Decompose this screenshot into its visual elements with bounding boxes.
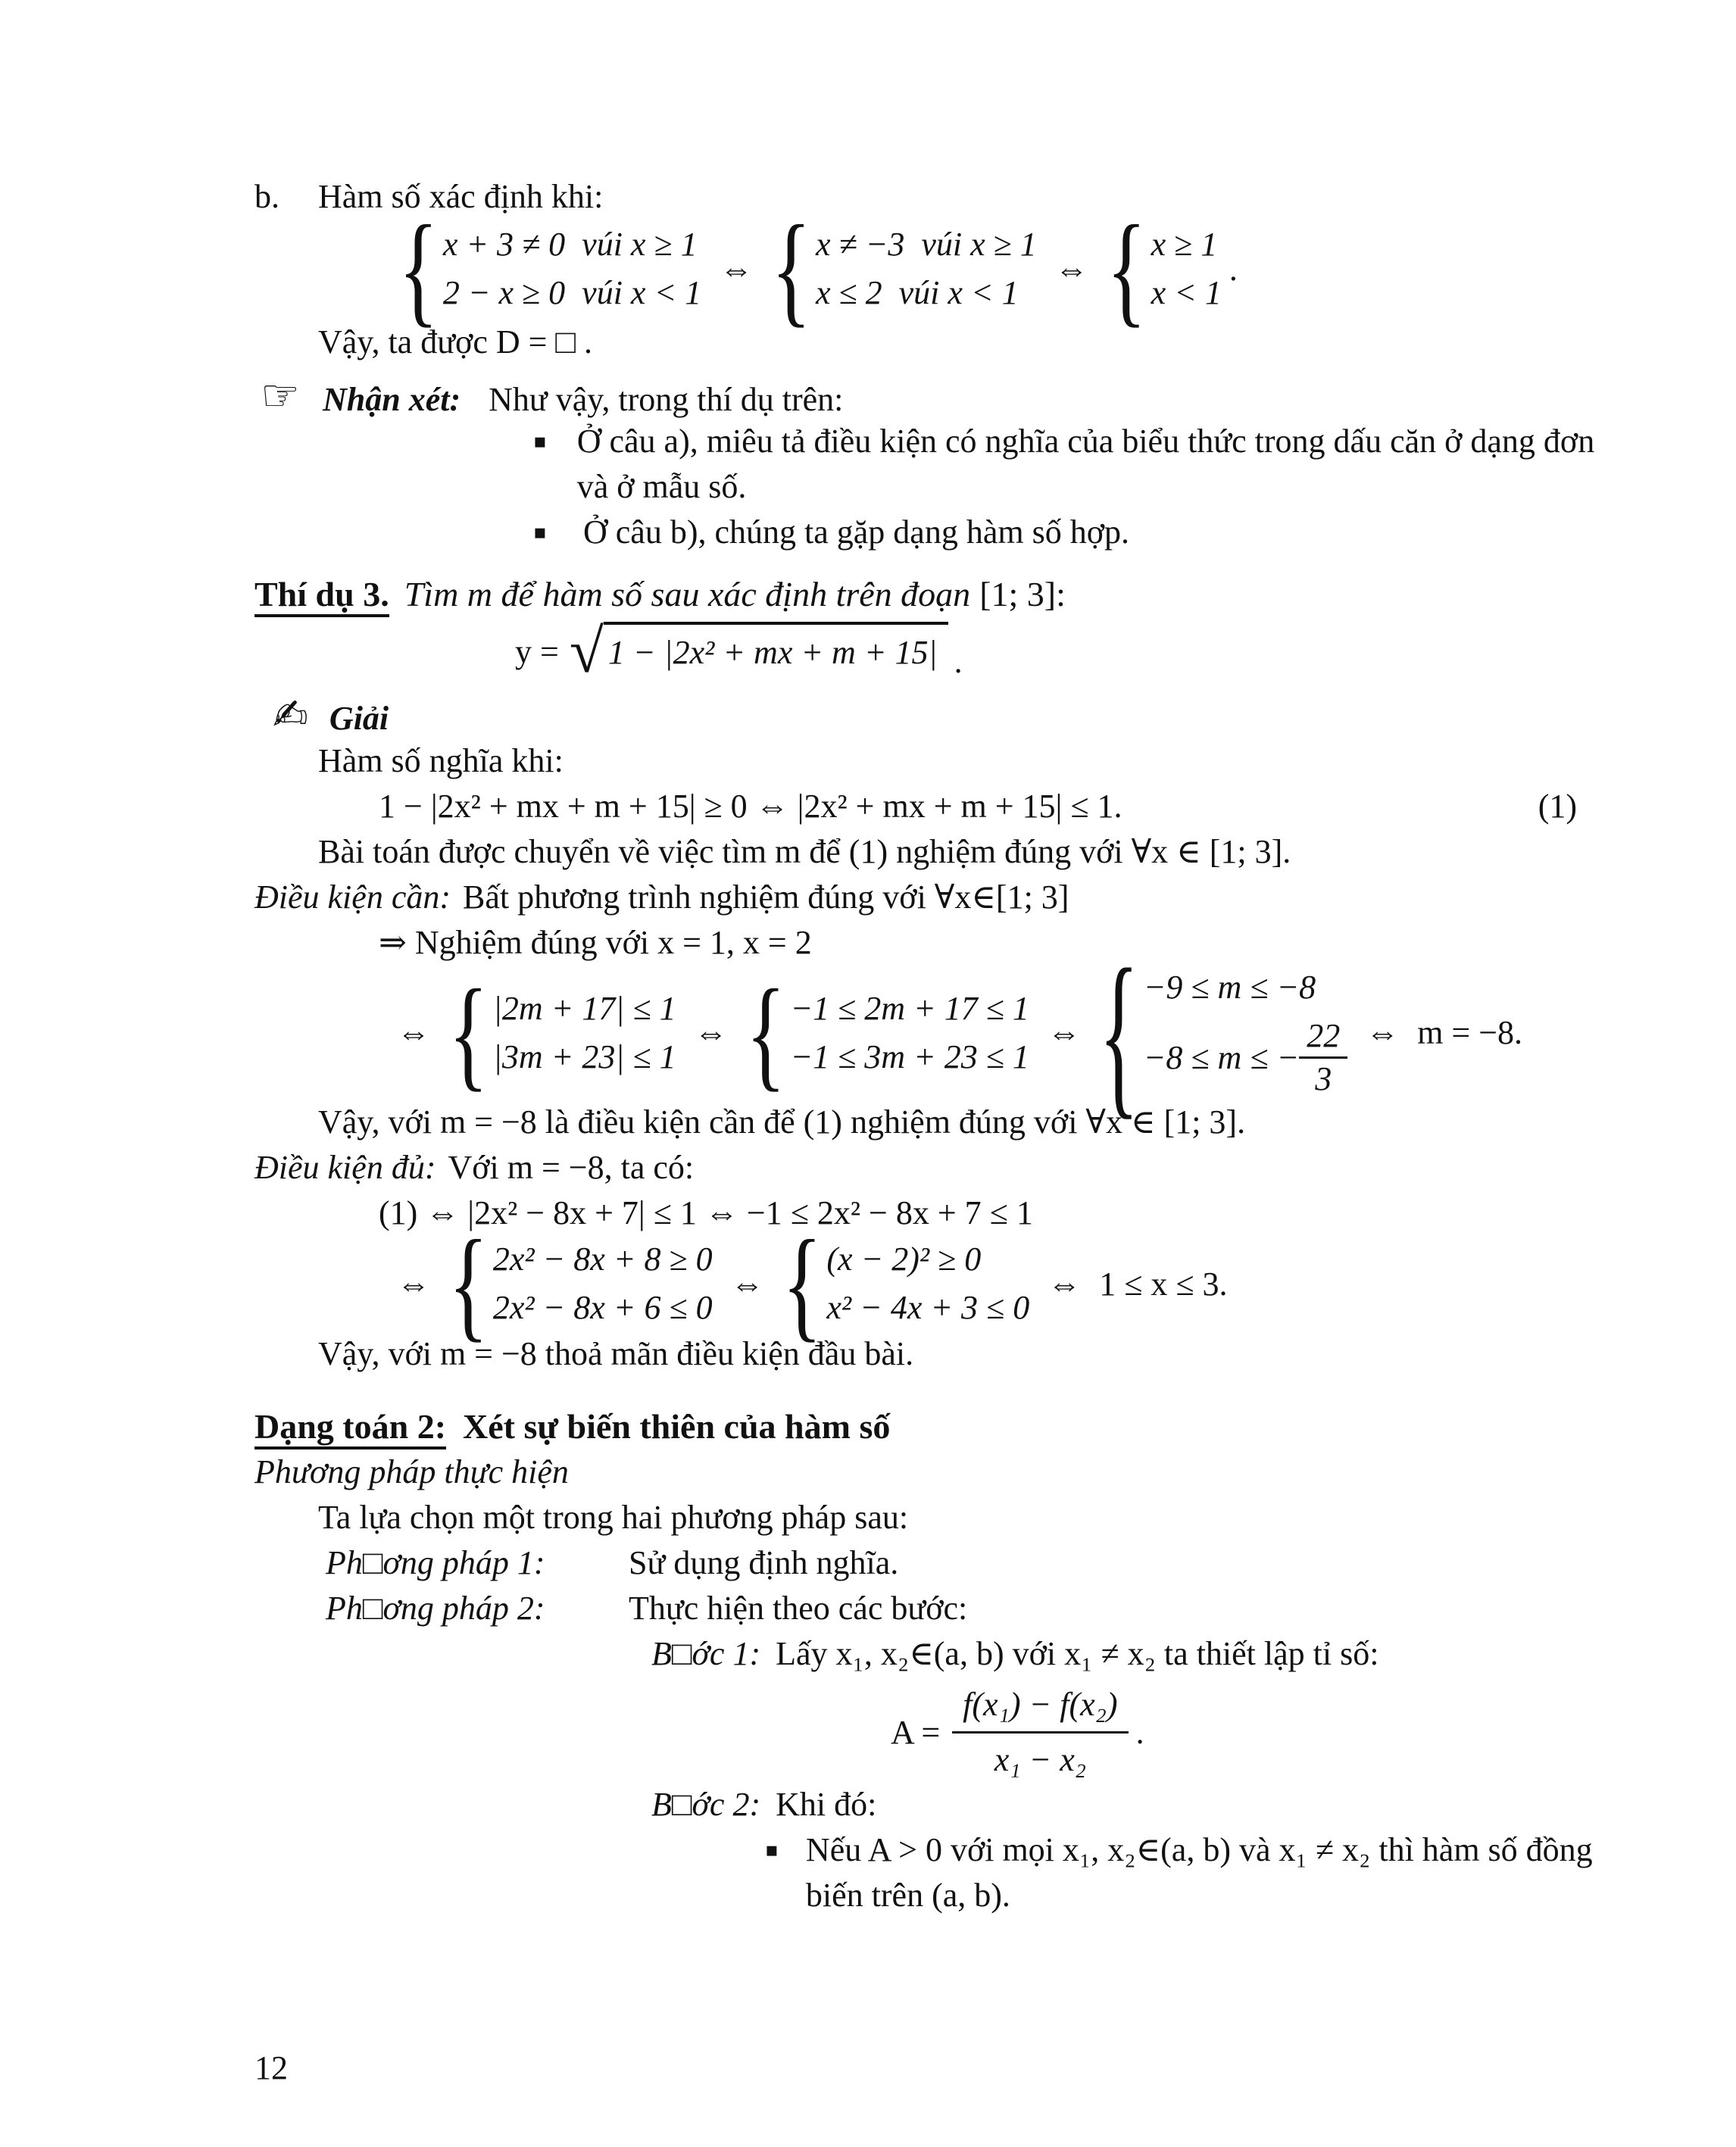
left-brace: {	[745, 963, 786, 1102]
nhan-xet-item-2-text: Ở câu b), chúng ta gặp dạng hàm số hợp.	[583, 513, 1129, 551]
phuong-phap-1-text: Sử dụng định nghĩa.	[629, 1544, 899, 1581]
left-brace: {	[1106, 199, 1147, 339]
dieu-kien-can-line	[254, 875, 1622, 920]
vay-du-line: Vậy, với m = −8 thoả mãn điều kiện đầu bài.	[318, 1335, 914, 1372]
nhan-xet-intro: Như vậy, trong thí dụ trên:	[489, 381, 844, 418]
iff-symbol: ⇔	[1047, 1014, 1081, 1051]
system-2-row-2: x ≤ 2 vúi x < 1	[815, 274, 1019, 311]
iff-symbol: ⇔	[730, 1265, 764, 1303]
system-b-row-1: −1 ≤ 2m + 17 ≤ 1	[790, 989, 1029, 1027]
dang-toan-2-heading	[254, 1404, 1622, 1450]
pointing-hand-icon: ☞	[261, 370, 300, 421]
system-2-row-1: x ≠ −3 vúi x ≥ 1	[815, 226, 1037, 263]
system-a-row-1: |2m + 17| ≤ 1	[492, 989, 676, 1027]
pen-icon: ✍	[273, 691, 308, 740]
iff-symbol: ⇔	[720, 250, 754, 288]
system-a-row-2: |3m + 23| ≤ 1	[492, 1038, 676, 1075]
equation-1-tag: (1)	[1538, 788, 1577, 825]
fraction-denominator: x₁ − x₂	[994, 1741, 1087, 1778]
chain-2-result: 1 ≤ x ≤ 3.	[1099, 1265, 1228, 1303]
square-bullet-icon: ▪	[533, 430, 547, 453]
phuong-phap-thuc-hien: Phương pháp thực hiện	[254, 1453, 569, 1490]
radical-sign: √	[569, 616, 604, 685]
giai-heading	[273, 693, 1622, 738]
fraction-numerator: f(x₁) − f(x₂)	[952, 1683, 1128, 1734]
iff-symbol: ⇔	[1054, 250, 1088, 288]
left-brace: {	[448, 1214, 489, 1353]
part-b-item-label: b.	[254, 178, 279, 215]
part-b-conclusion: Vậy, ta được D = □ .	[318, 323, 593, 360]
equation-1	[379, 784, 1622, 829]
part-b-intro: Hàm số xác định khi:	[318, 178, 604, 215]
period: .	[1135, 1714, 1144, 1751]
vay-can-line: Vậy, với m = −8 là điều kiện cần để (1) nghiệm đúng với ∀x ∈ [1; 3].	[318, 1103, 1246, 1141]
phuong-phap-1-label: Ph□ơng pháp 1:	[326, 1544, 545, 1581]
thi-du-3-heading	[254, 572, 1622, 617]
system-1-row-2: 2 − x ≥ 0 vúi x < 1	[442, 274, 702, 311]
iff-symbol: ⇔	[397, 1265, 430, 1303]
dieu-kien-can-label: Điều kiện cần:	[254, 878, 451, 916]
dang-toan-2-label: Dạng toán 2:	[254, 1407, 446, 1450]
dieu-kien-du-chain	[379, 1214, 1622, 1353]
dieu-kien-du-line	[254, 1145, 1622, 1191]
equation-2: (1) ⇔ |2x² − 8x + 7| ≤ 1 ⇔ −1 ≤ 2x² − 8x + 7 ≤ 1	[379, 1194, 1033, 1231]
equation-system-2	[771, 199, 1037, 339]
ti-so-formula	[891, 1683, 1622, 1782]
iff-symbol: ⇔	[694, 1014, 728, 1051]
part-b-heading	[254, 174, 1622, 220]
system-c-row-2-prefix: −8 ≤ m ≤ −	[1143, 1038, 1300, 1076]
iff-symbol: ⇔	[397, 1014, 430, 1051]
phuong-phap-2-line	[326, 1586, 1622, 1631]
equation-system-d	[448, 1214, 713, 1353]
dieu-kien-du-text: Với m = −8, ta có:	[448, 1149, 695, 1186]
ti-so-lhs: A =	[891, 1714, 941, 1751]
thi-du-3-label: Thí dụ 3.	[254, 575, 389, 617]
equation-system-c	[1098, 931, 1347, 1134]
section-giai	[254, 693, 1622, 1377]
system-1-row-1: x + 3 ≠ 0 vúi x ≥ 1	[442, 226, 698, 263]
nhan-xet-label: Nhận xét:	[323, 381, 470, 418]
lua-chon-intro: Ta lựa chọn một trong hai phương pháp sau:	[318, 1499, 909, 1536]
giai-label: Giải	[329, 700, 389, 737]
formula-lhs: y =	[515, 632, 559, 670]
equation-system-e	[782, 1214, 1030, 1353]
system-3-row-1: x ≥ 1	[1151, 226, 1218, 263]
buoc-2-label: B□ớc 2:	[651, 1786, 761, 1823]
equation-system-b	[745, 963, 1029, 1102]
square-bullet-icon: ▪	[765, 1839, 779, 1861]
buoc-2-text: Khi đó:	[776, 1786, 877, 1823]
dang-toan-2-title: Xét sự biến thiên của hàm số	[463, 1407, 891, 1446]
radicand: 1 − |2x² + mx + m + 15|	[604, 622, 948, 675]
period: .	[1229, 250, 1238, 288]
left-brace: {	[398, 199, 439, 339]
system-d-row-1: 2x² − 8x + 8 ≥ 0	[492, 1240, 713, 1278]
buoc-2-line	[651, 1782, 1622, 1827]
chain-1-result: m = −8.	[1417, 1014, 1523, 1051]
page-number: 12	[254, 2049, 288, 2086]
iff-symbol: ⇔	[1048, 1265, 1082, 1303]
equation-system-3	[1106, 199, 1222, 339]
iff-symbol: ⇔	[1366, 1014, 1400, 1051]
section-thi-du-3	[254, 572, 1622, 685]
section-nhan-xet	[254, 370, 1622, 555]
fraction-numerator: 22	[1299, 1017, 1347, 1059]
system-e-row-2: x² − 4x + 3 ≤ 0	[826, 1289, 1030, 1326]
suy-ra-line: ⇒ Nghiệm đúng với x = 1, x = 2	[379, 924, 812, 961]
equation-1-body: 1 − |2x² + mx + m + 15| ≥ 0 ⇔ |2x² + mx + m + 15| ≤ 1.	[379, 788, 1122, 825]
system-3-row-2: x < 1	[1151, 274, 1222, 311]
part-b-system-chain	[398, 199, 1622, 339]
nhan-xet-item-1-text: Ở câu a), miêu tả điều kiện có nghĩa của biểu thức trong dấu căn ở dạng đơn và ở mẫu số.	[576, 423, 1595, 505]
phuong-phap-2-text: Thực hiện theo các bước:	[629, 1590, 968, 1627]
nhan-xet-item-1	[533, 419, 1622, 510]
buoc-2-note-text: Nếu A > 0 với mọi x₁, x₂∈(a, b) và x₁ ≠ x₂ thì hàm số đồng biến trên (a, b).	[805, 1831, 1593, 1914]
thi-du-3-statement: Tìm m để hàm số sau xác định trên đoạn	[404, 575, 971, 613]
left-brace: {	[771, 199, 811, 339]
system-e-row-1: (x − 2)² ≥ 0	[826, 1240, 982, 1278]
section-dang-toan-2	[254, 1404, 1622, 1918]
system-c-row-2	[1144, 1017, 1347, 1098]
system-b-row-2: −1 ≤ 3m + 23 ≤ 1	[790, 1038, 1029, 1075]
equation-system-a	[448, 963, 676, 1102]
sqrt-expression	[569, 616, 948, 685]
phuong-phap-1-line	[326, 1540, 1622, 1586]
fraction-denominator: 3	[1315, 1060, 1332, 1097]
chuyen-line: Bài toán được chuyển về việc tìm m để (1) nghiệm đúng với ∀x ∈ [1; 3].	[318, 833, 1291, 870]
fraction-22-3	[1299, 1017, 1347, 1098]
buoc-1-text: Lấy x₁, x₂∈(a, b) với x₁ ≠ x₂ ta thiết lập tỉ số:	[776, 1635, 1379, 1672]
left-brace: {	[1098, 931, 1139, 1134]
nhan-xet-heading	[261, 370, 1622, 421]
nhan-xet-item-2	[533, 510, 1622, 555]
system-c-row-1: −9 ≤ m ≤ −8	[1143, 969, 1316, 1006]
period: .	[954, 643, 963, 680]
dieu-kien-du-label: Điều kiện đủ:	[254, 1149, 436, 1186]
left-brace: {	[448, 963, 489, 1102]
buoc-2-note	[765, 1827, 1622, 1918]
nghia-intro: Hàm số nghĩa khi:	[318, 742, 564, 779]
buoc-1-label: B□ớc 1:	[651, 1635, 761, 1672]
thi-du-3-range: [1; 3]:	[979, 575, 1066, 613]
left-brace: {	[782, 1214, 823, 1353]
system-d-row-2: 2x² − 8x + 6 ≤ 0	[492, 1289, 713, 1326]
section-part-b	[254, 174, 1622, 365]
equation-system-1	[398, 199, 702, 339]
square-bullet-icon: ▪	[533, 521, 547, 544]
thi-du-3-formula	[515, 616, 1622, 685]
phuong-phap-2-label: Ph□ơng pháp 2:	[326, 1590, 545, 1627]
buoc-1-line	[651, 1631, 1622, 1677]
dieu-kien-can-text: Bất phương trình nghiệm đúng với ∀x∈[1; 3]	[463, 878, 1069, 916]
ti-so-fraction	[952, 1683, 1128, 1782]
